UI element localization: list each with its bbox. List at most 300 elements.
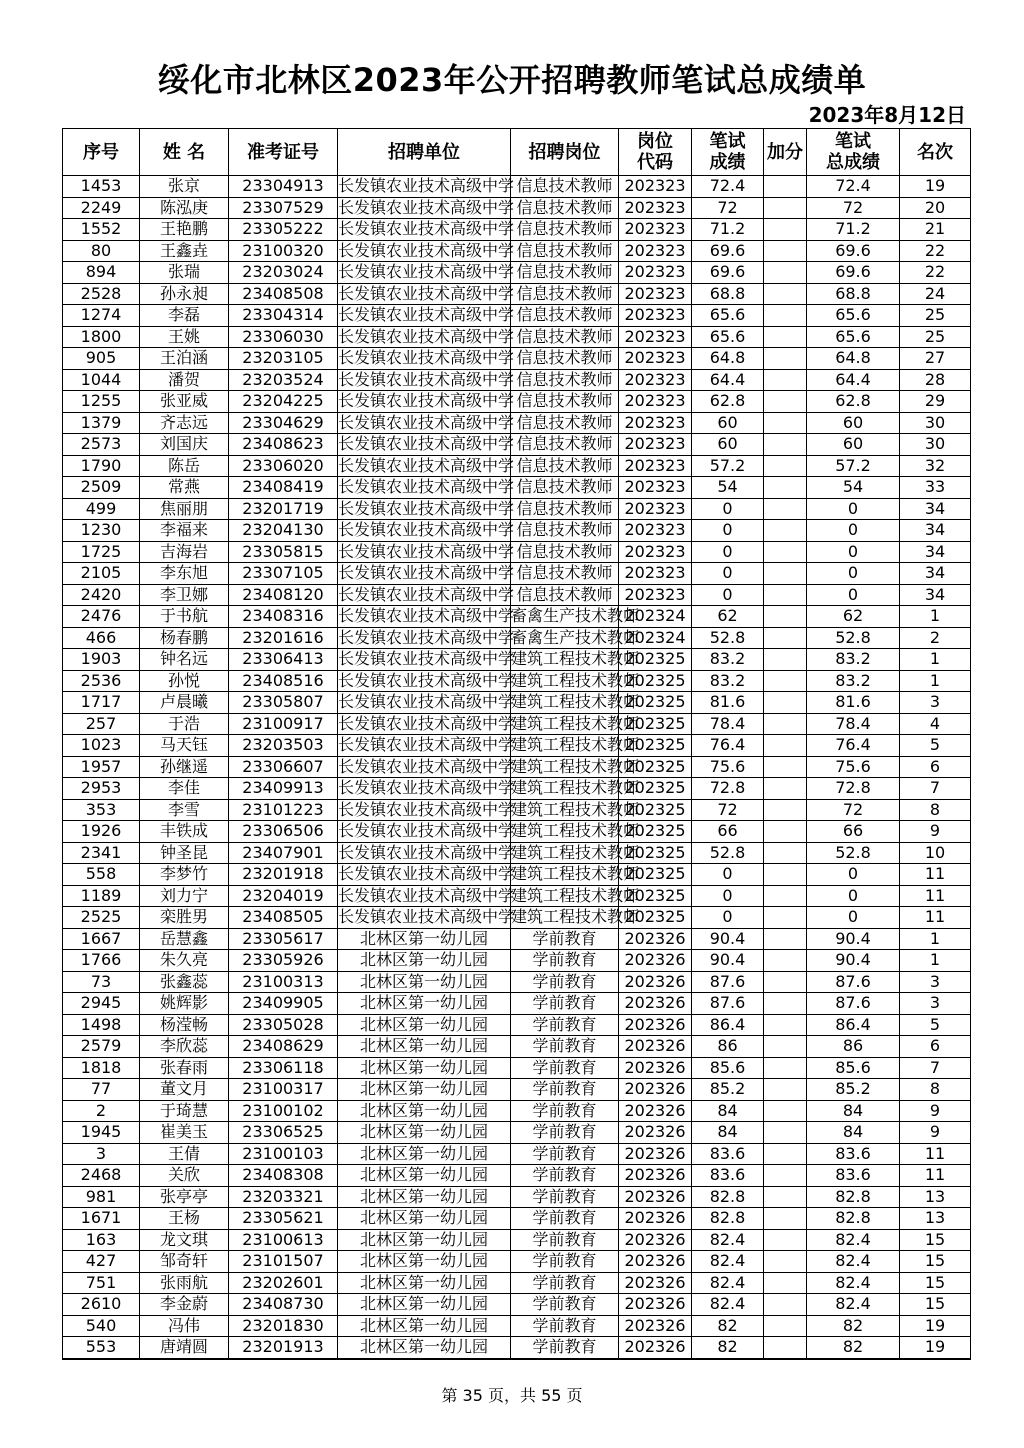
cell-seq: 1274 — [63, 305, 140, 327]
cell-rank: 13 — [900, 1208, 971, 1230]
page-title: 绥化市北林区2023年公开招聘教师笔试总成绩单 — [157, 61, 867, 99]
table-row — [63, 1315, 971, 1337]
cell-seq: 1667 — [63, 928, 140, 950]
cell-name: 刘力宁 — [140, 885, 229, 907]
cell-unit: 北林区第一幼儿园 — [338, 1251, 511, 1273]
cell-exam-id: 23201719 — [229, 498, 338, 520]
cell-exam-id: 23408505 — [229, 907, 338, 929]
cell-post-code: 202325 — [619, 713, 692, 735]
table-row — [63, 692, 971, 714]
cell-name: 孙悦 — [140, 670, 229, 692]
cell-bonus — [764, 369, 807, 391]
cell-exam-id: 23305617 — [229, 928, 338, 950]
cell-seq: 1725 — [63, 541, 140, 563]
cell-name: 王杨 — [140, 1208, 229, 1230]
cell-seq: 2953 — [63, 778, 140, 800]
cell-post-code: 202324 — [619, 606, 692, 628]
cell-post: 建筑工程技术教师 — [511, 756, 640, 776]
cell-post: 信息技术教师 — [511, 498, 619, 520]
cell-total-score: 0 — [807, 563, 900, 585]
cell-unit: 长发镇农业技术高级中学 — [338, 369, 515, 389]
table-row — [63, 1186, 971, 1208]
cell-total-score: 82.4 — [807, 1294, 900, 1316]
header-post: 招聘岗位 — [511, 129, 619, 176]
cell-rank: 11 — [900, 907, 971, 929]
cell-bonus — [764, 1036, 807, 1058]
table-row — [63, 864, 971, 886]
cell-total-score: 83.2 — [807, 670, 900, 692]
table-row — [63, 584, 971, 606]
cell-name: 冯伟 — [140, 1315, 229, 1337]
cell-exam-id: 23408516 — [229, 670, 338, 692]
cell-post-code: 202323 — [619, 498, 692, 520]
cell-total-score: 0 — [807, 907, 900, 929]
cell-post-code: 202323 — [619, 434, 692, 456]
cell-name: 邹奇轩 — [140, 1251, 229, 1273]
cell-rank: 8 — [900, 799, 971, 821]
cell-name: 孙永昶 — [140, 283, 229, 305]
cell-name: 王鑫垚 — [140, 240, 229, 262]
cell-post: 学前教育 — [511, 1014, 619, 1036]
cell-post-code: 202323 — [619, 369, 692, 391]
cell-seq: 466 — [63, 627, 140, 649]
cell-name: 王泊涵 — [140, 348, 229, 370]
cell-bonus — [764, 670, 807, 692]
table-row — [63, 1122, 971, 1144]
cell-bonus — [764, 584, 807, 606]
cell-post: 学前教育 — [511, 1079, 619, 1101]
cell-exam-id: 23408730 — [229, 1294, 338, 1316]
cell-bonus — [764, 412, 807, 434]
cell-post: 学前教育 — [511, 1294, 619, 1316]
cell-post-code: 202325 — [619, 649, 692, 671]
table-row — [63, 971, 971, 993]
cell-unit: 长发镇农业技术高级中学 — [338, 498, 515, 518]
cell-post-code: 202326 — [619, 993, 692, 1015]
cell-unit: 长发镇农业技术高级中学 — [338, 713, 515, 733]
cell-post-code: 202326 — [619, 1100, 692, 1122]
cell-unit: 长发镇农业技术高级中学 — [338, 563, 515, 583]
cell-seq: 2610 — [63, 1294, 140, 1316]
cell-rank: 30 — [900, 434, 971, 456]
cell-seq: 427 — [63, 1251, 140, 1273]
cell-total-score: 90.4 — [807, 928, 900, 950]
header-total — [807, 129, 900, 176]
cell-total-score: 83.6 — [807, 1165, 900, 1187]
cell-post: 学前教育 — [511, 1100, 619, 1122]
cell-rank: 1 — [900, 670, 971, 692]
cell-post: 建筑工程技术教师 — [511, 713, 640, 733]
cell-bonus — [764, 756, 807, 778]
cell-unit: 长发镇农业技术高级中学 — [338, 434, 515, 454]
cell-bonus — [764, 197, 807, 219]
cell-rank: 1 — [900, 606, 971, 628]
cell-total-score: 82 — [807, 1337, 900, 1359]
cell-written-score: 76.4 — [692, 735, 764, 757]
cell-post-code: 202323 — [619, 219, 692, 241]
cell-post-code: 202323 — [619, 262, 692, 284]
cell-unit: 北林区第一幼儿园 — [338, 1186, 511, 1208]
cell-bonus — [764, 735, 807, 757]
cell-bonus — [764, 1272, 807, 1294]
table-row — [63, 498, 971, 520]
cell-post-code: 202325 — [619, 821, 692, 843]
cell-post-code: 202326 — [619, 1122, 692, 1144]
cell-seq: 1945 — [63, 1122, 140, 1144]
cell-rank: 7 — [900, 1057, 971, 1079]
cell-unit: 长发镇农业技术高级中学 — [338, 348, 515, 368]
cell-total-score: 0 — [807, 541, 900, 563]
cell-unit: 北林区第一幼儿园 — [338, 950, 511, 972]
cell-post-code: 202325 — [619, 842, 692, 864]
cell-unit: 长发镇农业技术高级中学 — [338, 412, 515, 432]
cell-post: 建筑工程技术教师 — [511, 864, 640, 884]
cell-unit: 长发镇农业技术高级中学 — [338, 455, 515, 475]
cell-seq: 553 — [63, 1337, 140, 1359]
cell-unit: 长发镇农业技术高级中学 — [338, 520, 515, 540]
table-row — [63, 1100, 971, 1122]
cell-total-score: 0 — [807, 885, 900, 907]
cell-name: 张春雨 — [140, 1057, 229, 1079]
cell-total-score: 69.6 — [807, 262, 900, 284]
cell-written-score: 65.6 — [692, 305, 764, 327]
cell-seq: 2341 — [63, 842, 140, 864]
table-row — [63, 1036, 971, 1058]
cell-bonus — [764, 993, 807, 1015]
cell-post: 信息技术教师 — [511, 197, 619, 219]
cell-written-score: 85.2 — [692, 1079, 764, 1101]
cell-unit: 长发镇农业技术高级中学 — [338, 885, 515, 905]
cell-bonus — [764, 885, 807, 907]
cell-total-score: 78.4 — [807, 713, 900, 735]
cell-post-code: 202326 — [619, 1079, 692, 1101]
cell-rank: 34 — [900, 563, 971, 585]
cell-seq: 2579 — [63, 1036, 140, 1058]
cell-bonus — [764, 971, 807, 993]
cell-post-code: 202325 — [619, 670, 692, 692]
cell-exam-id: 23203024 — [229, 262, 338, 284]
table-row — [63, 1014, 971, 1036]
cell-name: 关欣 — [140, 1165, 229, 1187]
cell-name: 龙文琪 — [140, 1229, 229, 1251]
cell-post: 信息技术教师 — [511, 305, 619, 327]
cell-seq: 1044 — [63, 369, 140, 391]
cell-total-score: 87.6 — [807, 993, 900, 1015]
cell-post-code: 202324 — [619, 627, 692, 649]
cell-written-score: 71.2 — [692, 219, 764, 241]
cell-rank: 15 — [900, 1229, 971, 1251]
cell-post: 信息技术教师 — [511, 219, 619, 241]
cell-bonus — [764, 520, 807, 542]
cell-written-score: 0 — [692, 584, 764, 606]
cell-written-score: 82 — [692, 1315, 764, 1337]
cell-exam-id: 23306020 — [229, 455, 338, 477]
cell-bonus — [764, 326, 807, 348]
cell-exam-id: 23100103 — [229, 1143, 338, 1165]
cell-total-score: 72.8 — [807, 778, 900, 800]
cell-post-code: 202323 — [619, 412, 692, 434]
cell-post-code: 202323 — [619, 520, 692, 542]
cell-bonus — [764, 692, 807, 714]
cell-bonus — [764, 283, 807, 305]
cell-total-score: 0 — [807, 584, 900, 606]
cell-exam-id: 23304629 — [229, 412, 338, 434]
cell-total-score: 82.4 — [807, 1229, 900, 1251]
cell-written-score: 84 — [692, 1100, 764, 1122]
cell-rank: 6 — [900, 1036, 971, 1058]
cell-post: 畜禽生产技术教师 — [511, 627, 640, 647]
cell-post: 信息技术教师 — [511, 477, 619, 499]
cell-name: 钟名远 — [140, 649, 229, 671]
header-rank: 名次 — [900, 129, 971, 176]
cell-rank: 6 — [900, 756, 971, 778]
table-row — [63, 283, 971, 305]
cell-bonus — [764, 864, 807, 886]
cell-post: 建筑工程技术教师 — [511, 821, 640, 841]
table-row — [63, 606, 971, 628]
cell-post-code: 202323 — [619, 563, 692, 585]
header-name: 姓 名 — [140, 129, 229, 176]
cell-post: 建筑工程技术教师 — [511, 842, 640, 862]
cell-written-score: 86 — [692, 1036, 764, 1058]
cell-total-score: 84 — [807, 1122, 900, 1144]
cell-post-code: 202326 — [619, 928, 692, 950]
cell-post: 学前教育 — [511, 1186, 619, 1208]
cell-unit: 北林区第一幼儿园 — [338, 1014, 511, 1036]
cell-rank: 34 — [900, 584, 971, 606]
cell-total-score: 90.4 — [807, 950, 900, 972]
cell-written-score: 85.6 — [692, 1057, 764, 1079]
cell-rank: 10 — [900, 842, 971, 864]
table-row — [63, 713, 971, 735]
cell-name: 张京 — [140, 176, 229, 198]
cell-post-code: 202323 — [619, 240, 692, 262]
cell-total-score: 72 — [807, 197, 900, 219]
cell-unit: 北林区第一幼儿园 — [338, 1079, 511, 1101]
cell-exam-id: 23306413 — [229, 649, 338, 671]
table-row — [63, 907, 971, 929]
header-post-code-line1: 岗位 — [637, 131, 673, 152]
cell-seq: 540 — [63, 1315, 140, 1337]
cell-post-code: 202323 — [619, 348, 692, 370]
cell-bonus — [764, 348, 807, 370]
cell-seq: 1766 — [63, 950, 140, 972]
table-row — [63, 219, 971, 241]
cell-post-code: 202323 — [619, 197, 692, 219]
cell-post-code: 202326 — [619, 1057, 692, 1079]
cell-rank: 11 — [900, 1143, 971, 1165]
cell-name: 王倩 — [140, 1143, 229, 1165]
cell-exam-id: 23305926 — [229, 950, 338, 972]
cell-name: 吉海岩 — [140, 541, 229, 563]
table-row — [63, 778, 971, 800]
cell-written-score: 83.2 — [692, 649, 764, 671]
cell-rank: 8 — [900, 1079, 971, 1101]
cell-seq: 2249 — [63, 197, 140, 219]
cell-exam-id: 23407901 — [229, 842, 338, 864]
cell-exam-id: 23305815 — [229, 541, 338, 563]
cell-seq: 1189 — [63, 885, 140, 907]
cell-total-score: 84 — [807, 1100, 900, 1122]
cell-post: 学前教育 — [511, 1143, 619, 1165]
cell-exam-id: 23307105 — [229, 563, 338, 585]
cell-post-code: 202323 — [619, 584, 692, 606]
table-row — [63, 176, 971, 198]
cell-seq: 1671 — [63, 1208, 140, 1230]
cell-unit: 长发镇农业技术高级中学 — [338, 477, 515, 497]
cell-unit: 北林区第一幼儿园 — [338, 1143, 511, 1165]
cell-seq: 894 — [63, 262, 140, 284]
cell-rank: 4 — [900, 713, 971, 735]
cell-total-score: 85.6 — [807, 1057, 900, 1079]
table-row — [63, 520, 971, 542]
cell-unit: 长发镇农业技术高级中学 — [338, 240, 515, 260]
cell-rank: 33 — [900, 477, 971, 499]
table-row — [63, 670, 971, 692]
cell-name: 杨滢畅 — [140, 1014, 229, 1036]
cell-exam-id: 23408629 — [229, 1036, 338, 1058]
cell-seq: 1379 — [63, 412, 140, 434]
cell-written-score: 54 — [692, 477, 764, 499]
cell-name: 李卫娜 — [140, 584, 229, 606]
cell-written-score: 87.6 — [692, 993, 764, 1015]
cell-total-score: 52.8 — [807, 627, 900, 649]
cell-name: 唐靖圆 — [140, 1337, 229, 1359]
cell-post: 学前教育 — [511, 1315, 619, 1337]
cell-post-code: 202323 — [619, 541, 692, 563]
cell-total-score: 82.8 — [807, 1208, 900, 1230]
cell-unit: 长发镇农业技术高级中学 — [338, 821, 515, 841]
cell-name: 于琦慧 — [140, 1100, 229, 1122]
cell-name: 李东旭 — [140, 563, 229, 585]
cell-written-score: 82 — [692, 1337, 764, 1359]
cell-unit: 北林区第一幼儿园 — [338, 1208, 511, 1230]
cell-exam-id: 23100102 — [229, 1100, 338, 1122]
cell-name: 张雨航 — [140, 1272, 229, 1294]
cell-exam-id: 23204019 — [229, 885, 338, 907]
cell-seq: 1230 — [63, 520, 140, 542]
cell-rank: 32 — [900, 455, 971, 477]
cell-name: 卢晨曦 — [140, 692, 229, 714]
cell-written-score: 82.4 — [692, 1272, 764, 1294]
cell-bonus — [764, 950, 807, 972]
cell-exam-id: 23408120 — [229, 584, 338, 606]
cell-written-score: 62.8 — [692, 391, 764, 413]
cell-name: 齐志远 — [140, 412, 229, 434]
cell-bonus — [764, 541, 807, 563]
cell-written-score: 82.4 — [692, 1294, 764, 1316]
cell-post-code: 202323 — [619, 326, 692, 348]
cell-seq: 1498 — [63, 1014, 140, 1036]
cell-unit: 长发镇农业技术高级中学 — [338, 326, 515, 346]
cell-bonus — [764, 1014, 807, 1036]
cell-post: 信息技术教师 — [511, 240, 619, 262]
cell-unit: 长发镇农业技术高级中学 — [338, 907, 515, 927]
cell-written-score: 69.6 — [692, 240, 764, 262]
table-row — [63, 412, 971, 434]
cell-rank: 1 — [900, 649, 971, 671]
header-bonus: 加分 — [764, 129, 807, 176]
cell-written-score: 81.6 — [692, 692, 764, 714]
table-row — [63, 326, 971, 348]
cell-rank: 1 — [900, 950, 971, 972]
cell-post-code: 202323 — [619, 283, 692, 305]
header-total-line1: 笔试 — [835, 131, 871, 152]
cell-rank: 7 — [900, 778, 971, 800]
cell-exam-id: 23100320 — [229, 240, 338, 262]
cell-post-code: 202326 — [619, 1036, 692, 1058]
cell-post: 学前教育 — [511, 1337, 619, 1359]
table-row — [63, 477, 971, 499]
cell-total-score: 72.4 — [807, 176, 900, 198]
table-row — [63, 928, 971, 950]
cell-bonus — [764, 1165, 807, 1187]
cell-exam-id: 23305222 — [229, 219, 338, 241]
cell-total-score: 83.2 — [807, 649, 900, 671]
cell-name: 丰铁成 — [140, 821, 229, 843]
cell-seq: 1453 — [63, 176, 140, 198]
cell-seq: 2509 — [63, 477, 140, 499]
cell-post: 信息技术教师 — [511, 541, 619, 563]
table-row — [63, 885, 971, 907]
cell-seq: 2573 — [63, 434, 140, 456]
cell-unit: 长发镇农业技术高级中学 — [338, 842, 515, 862]
cell-bonus — [764, 1143, 807, 1165]
cell-rank: 3 — [900, 692, 971, 714]
cell-name: 张亭亭 — [140, 1186, 229, 1208]
table-row — [63, 541, 971, 563]
cell-written-score: 84 — [692, 1122, 764, 1144]
cell-unit: 长发镇农业技术高级中学 — [338, 649, 515, 669]
cell-rank: 22 — [900, 240, 971, 262]
cell-unit: 长发镇农业技术高级中学 — [338, 584, 515, 604]
cell-written-score: 83.6 — [692, 1165, 764, 1187]
header-written — [692, 129, 764, 176]
cell-post: 信息技术教师 — [511, 434, 619, 456]
cell-rank: 5 — [900, 1014, 971, 1036]
cell-total-score: 54 — [807, 477, 900, 499]
table-row — [63, 391, 971, 413]
cell-unit: 长发镇农业技术高级中学 — [338, 176, 515, 196]
cell-seq: 1552 — [63, 219, 140, 241]
cell-exam-id: 23305028 — [229, 1014, 338, 1036]
cell-total-score: 69.6 — [807, 240, 900, 262]
cell-written-score: 72.8 — [692, 778, 764, 800]
cell-written-score: 57.2 — [692, 455, 764, 477]
cell-rank: 19 — [900, 1315, 971, 1337]
cell-seq: 1255 — [63, 391, 140, 413]
cell-name: 钟圣昆 — [140, 842, 229, 864]
cell-post: 学前教育 — [511, 1036, 619, 1058]
cell-bonus — [764, 1057, 807, 1079]
cell-rank: 11 — [900, 1165, 971, 1187]
cell-bonus — [764, 606, 807, 628]
cell-total-score: 52.8 — [807, 842, 900, 864]
cell-post: 信息技术教师 — [511, 369, 619, 391]
cell-seq: 3 — [63, 1143, 140, 1165]
table-row — [63, 455, 971, 477]
cell-seq: 2420 — [63, 584, 140, 606]
score-table — [62, 128, 971, 1360]
cell-post-code: 202326 — [619, 1337, 692, 1359]
cell-name: 李福来 — [140, 520, 229, 542]
header-total-line2: 总成绩 — [826, 152, 880, 173]
cell-written-score: 72 — [692, 799, 764, 821]
cell-written-score: 52.8 — [692, 842, 764, 864]
cell-post-code: 202325 — [619, 799, 692, 821]
cell-name: 岳慧鑫 — [140, 928, 229, 950]
cell-post-code: 202323 — [619, 455, 692, 477]
